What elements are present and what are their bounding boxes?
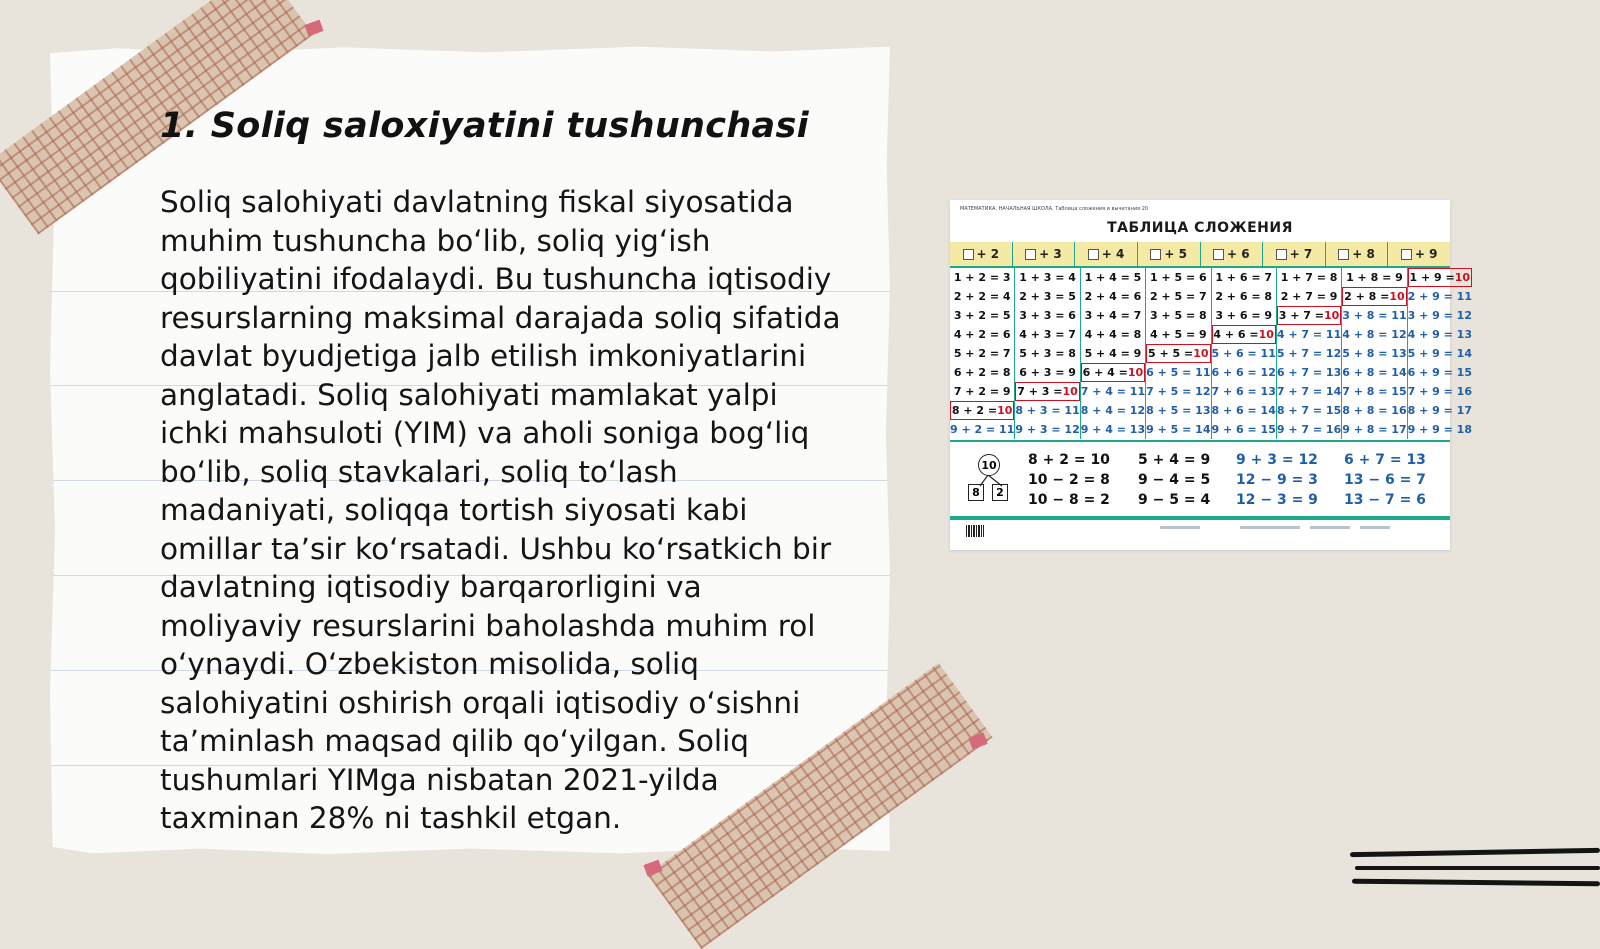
grid-cell: 3 + 8 = 11 (1342, 309, 1407, 322)
table-column-headers (950, 242, 1450, 268)
grid-column (1277, 268, 1342, 439)
grid-cell: 8 + 9 = 17 (1407, 404, 1472, 417)
grid-cell: 2 + 8 = 10 (1342, 287, 1406, 306)
grid-cell: 3 + 5 = 8 (1149, 309, 1207, 322)
addition-table-image (950, 200, 1472, 550)
column-header: + 2 (950, 242, 1013, 266)
grid-column (1146, 268, 1211, 439)
grid-cell: 7 + 7 = 14 (1276, 385, 1342, 398)
equation-group: 9 + 3 = 12 12 − 9 = 3 12 − 3 = 9 (1236, 452, 1318, 508)
grid-cell: 6 + 2 = 8 (953, 366, 1011, 379)
addition-grid (950, 268, 1472, 439)
column-header: + 3 (1013, 242, 1076, 266)
barcode-icon (966, 525, 984, 537)
slide-title: 1. Soliq saloxiyatini tushunchasi (160, 106, 809, 146)
tape-tip (304, 20, 323, 37)
grid-cell: 4 + 9 = 13 (1407, 328, 1472, 341)
grid-cell: 7 + 5 = 12 (1146, 385, 1211, 398)
grid-cell: 8 + 4 = 12 (1080, 404, 1146, 417)
grid-cell: 9 + 6 = 15 (1211, 423, 1276, 436)
grid-cell: 1 + 4 = 5 (1084, 271, 1142, 284)
grid-cell: 3 + 4 = 7 (1084, 309, 1142, 322)
grid-cell: 6 + 5 = 11 (1146, 366, 1211, 379)
equation-group: 5 + 4 = 9 9 − 4 = 5 9 − 5 = 4 (1138, 452, 1211, 508)
grid-cell: 5 + 2 = 7 (953, 347, 1011, 360)
grid-cell: 8 + 6 = 14 (1211, 404, 1276, 417)
grid-cell: 5 + 9 = 14 (1407, 347, 1472, 360)
grid-cell: 7 + 3 = 10 (1015, 382, 1079, 401)
box-number-right: 2 (992, 484, 1008, 501)
grid-column (1342, 268, 1407, 439)
grid-cell: 7 + 9 = 16 (1407, 385, 1472, 398)
grid-cell: 6 + 3 = 9 (1019, 366, 1076, 379)
number-bonds-section (950, 446, 1450, 514)
grid-cell: 1 + 6 = 7 (1215, 271, 1273, 284)
grid-cell: 5 + 6 = 11 (1211, 347, 1276, 360)
grid-cell: 7 + 4 = 11 (1080, 385, 1146, 398)
grid-cell: 9 + 8 = 17 (1342, 423, 1407, 436)
grid-cell: 7 + 2 = 9 (953, 385, 1011, 398)
grid-cell: 8 + 8 = 16 (1342, 404, 1407, 417)
grid-cell: 2 + 5 = 7 (1149, 290, 1207, 303)
column-header: + 7 (1263, 242, 1326, 266)
column-header: + 8 (1326, 242, 1389, 266)
box-number-left: 8 (968, 484, 984, 501)
grid-cell: 1 + 5 = 6 (1149, 271, 1207, 284)
grid-cell: 9 + 2 = 11 (950, 423, 1015, 436)
column-header: + 5 (1138, 242, 1201, 266)
grid-column (1015, 268, 1080, 439)
grid-cell: 8 + 7 = 15 (1276, 404, 1342, 417)
grid-cell: 8 + 2 = 10 (950, 401, 1014, 420)
table-divider (950, 440, 1450, 442)
column-header: + 9 (1388, 242, 1450, 266)
slide-paragraph: Soliq salohiyati davlatning fiskal siyosatida muhim tushuncha bo‘lib, soliq yig‘ish qobiliyatini ifodalaydi. Bu tushuncha iqtisodiy resurslarning maksimal darajada soliq sifatida davlat byudjetiga jalb etilish imkoniyatlarini anglatadi. Soliq salohiyati mamlakat yalpi ichki mahsuloti (YIM) va aholi soniga bog‘liq bo‘lib, soliq stavkalari, soliq to‘lash madaniyati, soliqqa tortish siyosati kabi omillar ta’sir ko‘rsatadi. Ushbu ko‘rsatkich bir davlatning iqtisodiy barqarorligini va moliyaviy resurslarini baholashda muhim rol o‘ynaydi. O‘zbekiston misolida, soliq salohiyatini oshirish orqali iqtisodiy o‘sishni ta’minlash maqsad qilib qo‘yilgan. Soliq tushumlari YIMga nisbatan 2021-yilda taxminan 28% ni tashkil etgan. (160, 185, 841, 835)
table-footer-bar (950, 516, 1450, 520)
grid-cell: 1 + 2 = 3 (953, 271, 1011, 284)
fine-print (1360, 526, 1390, 529)
grid-cell: 5 + 7 = 12 (1276, 347, 1342, 360)
grid-cell: 4 + 3 = 7 (1019, 328, 1076, 341)
grid-column (1081, 268, 1146, 439)
grid-cell: 4 + 6 = 10 (1212, 325, 1276, 344)
grid-cell: 3 + 6 = 9 (1215, 309, 1273, 322)
grid-column (1212, 268, 1277, 439)
grid-cell: 5 + 5 = 10 (1146, 344, 1210, 363)
grid-cell: 2 + 4 = 6 (1084, 290, 1142, 303)
grid-cell: 2 + 3 = 5 (1019, 290, 1076, 303)
grid-cell: 3 + 2 = 5 (953, 309, 1011, 322)
grid-column (1408, 268, 1472, 439)
grid-cell: 4 + 4 = 8 (1084, 328, 1142, 341)
brush-stroke (1350, 848, 1600, 857)
grid-cell: 1 + 8 = 9 (1346, 271, 1403, 284)
grid-cell: 6 + 8 = 14 (1342, 366, 1407, 379)
grid-cell: 5 + 4 = 9 (1084, 347, 1142, 360)
grid-cell: 7 + 8 = 15 (1342, 385, 1407, 398)
grid-cell: 3 + 7 = 10 (1277, 306, 1341, 325)
column-header: + 6 (1201, 242, 1264, 266)
grid-cell: 9 + 3 = 12 (1015, 423, 1080, 436)
grid-cell: 4 + 7 = 11 (1276, 328, 1342, 341)
brush-stroke (1352, 879, 1600, 887)
grid-cell: 9 + 4 = 13 (1080, 423, 1146, 436)
equation-group: 6 + 7 = 13 13 − 6 = 7 13 − 7 = 6 (1344, 452, 1426, 508)
grid-cell: 1 + 3 = 4 (1019, 271, 1076, 284)
grid-cell: 8 + 5 = 13 (1146, 404, 1211, 417)
grid-cell: 2 + 2 = 4 (953, 290, 1011, 303)
grid-cell: 6 + 6 = 12 (1211, 366, 1276, 379)
grid-cell: 6 + 9 = 15 (1407, 366, 1472, 379)
grid-cell: 5 + 3 = 8 (1019, 347, 1076, 360)
table-title: ТАБЛИЦА СЛОЖЕНИЯ (1107, 220, 1293, 236)
fine-print (1310, 526, 1350, 529)
equation-group: 8 + 2 = 10 10 − 2 = 8 10 − 8 = 2 (1028, 452, 1110, 508)
column-header: + 4 (1075, 242, 1138, 266)
brush-stroke (1355, 866, 1600, 870)
grid-cell: 2 + 9 = 11 (1407, 290, 1472, 303)
circle-number: 10 (978, 454, 1000, 476)
grid-cell: 1 + 9 = 10 (1408, 268, 1472, 287)
grid-cell: 9 + 7 = 16 (1276, 423, 1342, 436)
grid-cell: 4 + 5 = 9 (1149, 328, 1207, 341)
grid-cell: 3 + 9 = 12 (1407, 309, 1472, 322)
grid-cell: 2 + 7 = 9 (1280, 290, 1338, 303)
grid-cell: 1 + 7 = 8 (1280, 271, 1338, 284)
grid-cell: 4 + 2 = 6 (953, 328, 1011, 341)
grid-cell: 4 + 8 = 12 (1342, 328, 1407, 341)
grid-cell: 6 + 4 = 10 (1081, 363, 1145, 382)
grid-cell: 8 + 3 = 11 (1015, 404, 1080, 417)
grid-cell: 3 + 3 = 6 (1019, 309, 1076, 322)
grid-column (950, 268, 1015, 439)
grid-cell: 9 + 5 = 14 (1146, 423, 1211, 436)
fine-print (1160, 526, 1200, 529)
grid-cell: 9 + 9 = 18 (1407, 423, 1472, 436)
grid-cell: 5 + 8 = 13 (1342, 347, 1407, 360)
grid-cell: 6 + 7 = 13 (1276, 366, 1342, 379)
table-header-small: МАТЕМАТИКА. НАЧАЛЬНАЯ ШКОЛА. Таблица сложения и вычитания 20 (960, 206, 1149, 212)
grid-cell: 2 + 6 = 8 (1215, 290, 1273, 303)
fine-print (1240, 526, 1300, 529)
grid-cell: 7 + 6 = 13 (1211, 385, 1276, 398)
